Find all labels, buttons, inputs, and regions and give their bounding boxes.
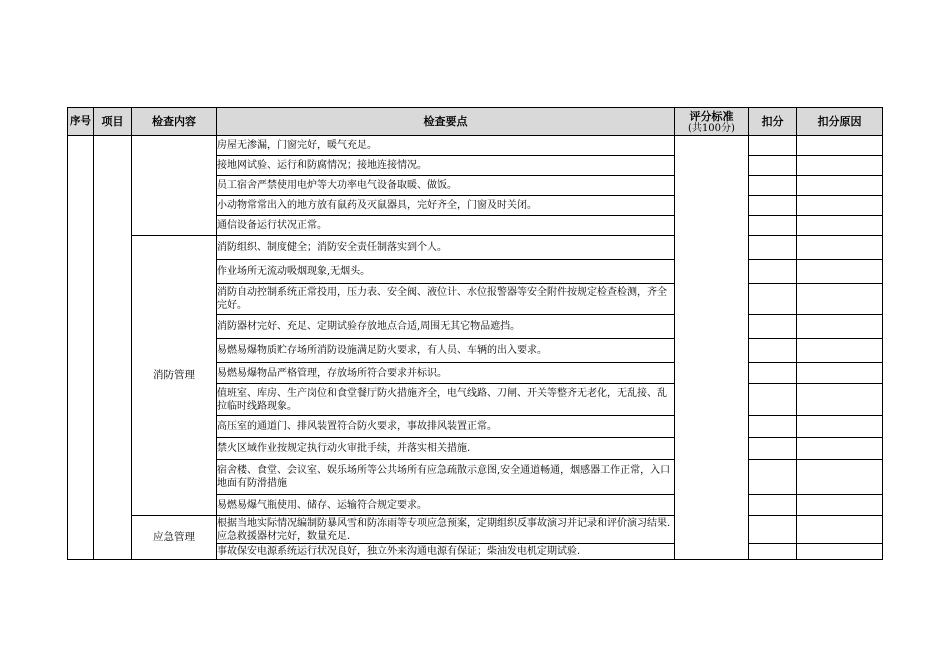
checkpoint-text: 根据当地实际情况编制防暴风雪和防冻雨等专项应急预案，定期组织反事故演习并记录和评价演习结果.应急救援器材完好，数量充足. [217, 516, 675, 544]
deduct-cell[interactable] [749, 460, 797, 495]
checkpoint-text: 作业场所无流动吸烟现象,无烟头。 [217, 260, 675, 284]
checkpoint-text: 事故保安电源系统运行状况良好，独立外来沟通电源有保证；柴油发电机定期试验. [217, 544, 675, 560]
header-item: 项目 [94, 108, 132, 136]
deduct-cell[interactable] [749, 136, 797, 156]
table-row [68, 136, 883, 156]
standard-cell [675, 136, 749, 560]
reason-cell[interactable] [797, 216, 883, 236]
checkpoint-text: 员工宿舍严禁使用电炉等大功率电气设备取暖、做饭。 [217, 176, 675, 196]
reason-cell[interactable] [797, 176, 883, 196]
content-cell-emergency: 应急管理 [132, 516, 217, 560]
reason-cell[interactable] [797, 363, 883, 384]
reason-cell[interactable] [797, 384, 883, 416]
deduct-cell[interactable] [749, 416, 797, 438]
checkpoint-text: 消防组织、制度健全；消防安全责任制落实到个人。 [217, 236, 675, 260]
header-standard [675, 108, 749, 136]
deduct-cell[interactable] [749, 384, 797, 416]
reason-cell[interactable] [797, 315, 883, 339]
deduct-cell[interactable] [749, 176, 797, 196]
deduct-cell[interactable] [749, 544, 797, 560]
reason-cell[interactable] [797, 438, 883, 460]
checkpoint-text: 高压室的通道门、排风装置符合防火要求，事故排风装置正常。 [217, 416, 675, 438]
reason-cell[interactable] [797, 416, 883, 438]
deduct-cell[interactable] [749, 438, 797, 460]
checkpoint-text: 易燃易爆物质贮存场所消防设施满足防火要求，有人员、车辆的出入要求。 [217, 339, 675, 363]
reason-cell[interactable] [797, 156, 883, 176]
checkpoint-text: 禁火区域作业按规定执行动火审批手续，并落实相关措施. [217, 438, 675, 460]
header-deduct: 扣分 [749, 108, 797, 136]
checkpoint-text: 接地网试验、运行和防腐情况；接地连接情况。 [217, 156, 675, 176]
reason-cell[interactable] [797, 495, 883, 516]
checkpoint-text: 房屋无渗漏，门窗完好，暖气充足。 [217, 136, 675, 156]
checkpoint-text: 小动物常常出入的地方放有鼠药及灭鼠器具，完好齐全，门窗及时关闭。 [217, 196, 675, 216]
inspection-table [67, 107, 883, 560]
header-content: 检查内容 [132, 108, 217, 136]
checkpoint-text: 通信设备运行状况正常。 [217, 216, 675, 236]
checkpoint-text: 消防器材完好、充足、定期试验存放地点合适,周围无其它物品遮挡。 [217, 315, 675, 339]
reason-cell[interactable] [797, 544, 883, 560]
header-row [68, 108, 883, 136]
header-no: 序号 [68, 108, 94, 136]
header-standard-title: 评分标准 [689, 109, 734, 123]
reason-cell[interactable] [797, 260, 883, 284]
deduct-cell[interactable] [749, 196, 797, 216]
header-standard-sub: (共100分) [688, 122, 735, 134]
deduct-cell[interactable] [749, 236, 797, 260]
deduct-cell[interactable] [749, 315, 797, 339]
checkpoint-text: 消防自动控制系统正常投用，压力表、安全阀、液位计、水位报警器等安全附件按规定检查检测，齐全完好。 [217, 284, 675, 315]
content-cell-blank [132, 136, 217, 236]
deduct-cell[interactable] [749, 339, 797, 363]
no-cell [68, 136, 94, 560]
checkpoint-text: 易燃易爆物品严格管理，存放场所符合要求并标识。 [217, 363, 675, 384]
reason-cell[interactable] [797, 196, 883, 216]
deduct-cell[interactable] [749, 495, 797, 516]
checkpoint-text: 值班室、库房、生产岗位和食堂餐厅防火措施齐全，电气线路、刀闸、开关等整齐无老化，无乱接、乱拉临时线路现象。 [217, 384, 675, 416]
deduct-cell[interactable] [749, 284, 797, 315]
header-points: 检查要点 [217, 108, 675, 136]
table-row [68, 516, 883, 544]
reason-cell[interactable] [797, 236, 883, 260]
deduct-cell[interactable] [749, 363, 797, 384]
deduct-cell[interactable] [749, 516, 797, 544]
deduct-cell[interactable] [749, 260, 797, 284]
item-cell [94, 136, 132, 560]
reason-cell[interactable] [797, 516, 883, 544]
checkpoint-text: 宿舍楼、食堂、会议室、娱乐场所等公共场所有应急疏散示意图,安全通道畅通，烟感器工作正常，入口地面有防滑措施 [217, 460, 675, 495]
header-reason: 扣分原因 [797, 108, 883, 136]
content-cell-fire: 消防管理 [132, 236, 217, 516]
reason-cell[interactable] [797, 284, 883, 315]
deduct-cell[interactable] [749, 216, 797, 236]
reason-cell[interactable] [797, 136, 883, 156]
reason-cell[interactable] [797, 339, 883, 363]
checkpoint-text: 易燃易爆气瓶使用、储存、运输符合规定要求。 [217, 495, 675, 516]
table-row [68, 236, 883, 260]
reason-cell[interactable] [797, 460, 883, 495]
deduct-cell[interactable] [749, 156, 797, 176]
